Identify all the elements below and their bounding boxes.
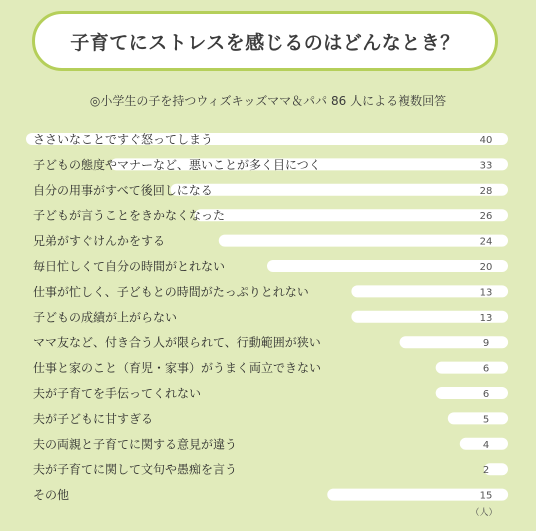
value-label: 24 [479,236,493,248]
category-label: 兄弟がすぐけんかをする [33,234,166,249]
value-label: 2 [482,465,490,477]
category-label: ママ友など、付き合う人が限られて、行動範囲が狭い [33,335,321,350]
bar [448,412,508,424]
bar [195,209,508,221]
value-label: 13 [479,312,493,324]
value-label: 4 [482,439,490,451]
unit-label: （人） [470,508,498,518]
bar [436,362,508,374]
value-label: 6 [482,389,490,400]
bar [400,336,509,348]
category-label: 夫が子どもに甘すぎる [33,411,154,426]
chart-title: 子育てにストレスを感じるのはどんなとき？ [70,31,460,54]
category-label: 仕事が忙しく、子どもとの時間がたっぷりとれない [33,284,309,299]
chart-subtitle: ◎小学生の子を持つウィズキッズママ＆パパ 86 人による複数回答 [89,94,447,108]
category-label: 子どもが言うことをきかなくなった [33,208,226,223]
category-label: ささいなことですぐ怒ってしまう [33,132,214,147]
bar [219,235,508,247]
category-label: 夫の両親と子育てに関する意見が違う [33,437,238,452]
value-label: 28 [479,185,493,197]
value-label: 5 [482,414,490,426]
value-label: 13 [479,287,493,299]
value-label: 33 [479,160,493,172]
category-label: 仕事と家のこと（育児・家事）がうまく両立できない [33,361,322,376]
bar [267,260,508,272]
bar [436,387,508,399]
category-label: 夫が子育てに関して文句や愚痴を言う [33,462,238,477]
category-label: その他 [33,488,70,503]
value-label: 40 [479,135,493,146]
category-label: 毎日忙しくて自分の時間がとれない [33,259,226,274]
category-label: 子どもの成績が上がらない [33,310,178,325]
value-label: 6 [482,363,490,375]
value-label: 26 [479,211,493,223]
bar [171,184,508,196]
value-label: 9 [482,338,490,350]
category-label: 子どもの態度やマナーなど、悪いことが多く目につく [33,157,321,172]
value-label: 15 [479,490,493,502]
category-label: 自分の用事がすべて後回しになる [33,183,213,198]
value-label: 20 [479,262,493,273]
category-label: 夫が子育てを手伝ってくれない [33,386,202,401]
